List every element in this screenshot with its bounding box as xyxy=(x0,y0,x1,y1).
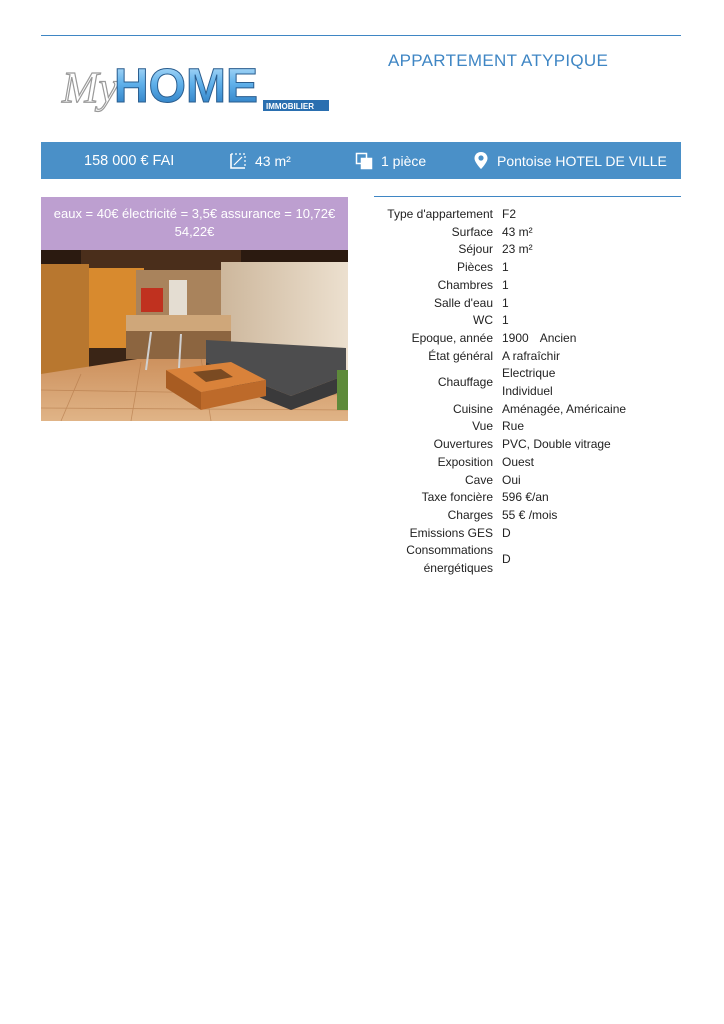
rooms-icon xyxy=(355,152,373,170)
spec-value xyxy=(502,277,626,295)
spec-label xyxy=(378,241,502,259)
spec-row xyxy=(378,277,626,295)
spec-value xyxy=(502,312,626,330)
spec-label xyxy=(378,525,502,543)
specs-divider xyxy=(374,196,681,197)
spec-value xyxy=(502,418,626,436)
spec-label xyxy=(378,401,502,419)
spec-row xyxy=(378,507,626,525)
spec-row xyxy=(378,489,626,507)
spec-value-text: Rue xyxy=(502,419,525,434)
spec-label xyxy=(378,348,502,366)
spec-label-text: Type d'appartement xyxy=(387,207,493,221)
spec-value-text: Oui xyxy=(502,472,521,487)
spec-value-text: 55 € /mois xyxy=(502,507,558,522)
spec-row xyxy=(378,525,626,543)
spec-value-text: 1 xyxy=(502,277,509,292)
spec-row xyxy=(378,454,626,472)
map-pin-icon xyxy=(473,151,489,170)
spec-value-text: 43 m² xyxy=(502,224,533,239)
spec-value-text: 1900 xyxy=(502,330,529,345)
spec-row xyxy=(378,472,626,490)
spec-label xyxy=(378,507,502,525)
spec-label xyxy=(378,365,502,400)
spec-value xyxy=(502,206,626,224)
apartment-photo xyxy=(41,250,348,421)
spec-label-text: Chambres xyxy=(437,277,493,292)
spec-label-text: Surface xyxy=(451,224,493,239)
spec-value-text-extra: Ancien xyxy=(539,330,577,345)
spec-value xyxy=(502,365,626,400)
spec-label-text-line2: énergétiques xyxy=(423,561,493,576)
spec-label xyxy=(378,330,502,348)
spec-label-text: Chauffage xyxy=(437,375,493,390)
logo-home-text: HOME xyxy=(114,60,258,113)
rooms-item xyxy=(355,142,426,179)
spec-value-text: D xyxy=(502,552,511,567)
spec-row xyxy=(378,206,626,224)
spec-value-text: F2 xyxy=(502,207,517,221)
spec-value-text: 23 m² xyxy=(502,242,533,257)
spec-value-text: 1 xyxy=(502,295,509,310)
spec-label xyxy=(378,277,502,295)
spec-value xyxy=(502,348,626,366)
spec-label-text: Taxe foncière xyxy=(421,490,493,505)
spec-row xyxy=(378,224,626,242)
charges-note: eaux = 40€ électricité = 3,5€ assurance = 10,72€ 54,22€ xyxy=(41,197,348,250)
surface-item xyxy=(229,142,291,179)
spec-label-text: Consommations xyxy=(406,543,493,558)
spec-row xyxy=(378,365,626,400)
logo-sub-text: IMMOBILIER xyxy=(266,102,314,111)
spec-label-text: Séjour xyxy=(458,242,493,257)
rooms-value: 1 pièce xyxy=(381,152,427,169)
spec-row xyxy=(378,259,626,277)
spec-label xyxy=(378,454,502,472)
spec-value-text: 1 xyxy=(502,313,509,328)
spec-label-text: Charges xyxy=(447,507,493,522)
listing-title: APPARTEMENT ATYPIQUE xyxy=(388,51,609,70)
spec-row xyxy=(378,418,626,436)
spec-label-text: État général xyxy=(428,348,493,363)
logo-my-text: My xyxy=(62,63,119,112)
spec-row xyxy=(378,436,626,454)
spec-value xyxy=(502,330,626,348)
spec-row xyxy=(378,295,626,313)
location-item xyxy=(473,142,667,179)
spec-row xyxy=(378,348,626,366)
spec-row xyxy=(378,241,626,259)
spec-value xyxy=(502,507,626,525)
specs-table xyxy=(378,206,626,578)
spec-value-text: 1 xyxy=(502,260,509,275)
spec-value-text: Electrique xyxy=(502,366,556,381)
spec-row xyxy=(378,542,626,577)
spec-row xyxy=(378,401,626,419)
spec-label xyxy=(378,542,502,577)
spec-label-text: Emissions GES xyxy=(409,525,493,540)
spec-label xyxy=(378,259,502,277)
location-value: Pontoise HOTEL DE VILLE xyxy=(497,152,667,169)
top-divider xyxy=(41,35,681,36)
spec-value-text: Aménagée, Américaine xyxy=(502,401,627,416)
spec-value-text: D xyxy=(502,525,511,540)
spec-label-text: Vue xyxy=(472,419,493,434)
spec-label xyxy=(378,312,502,330)
spec-value xyxy=(502,259,626,277)
surface-value: 43 m² xyxy=(255,152,291,169)
spec-value xyxy=(502,489,626,507)
spec-label xyxy=(378,224,502,242)
area-icon xyxy=(229,152,247,170)
spec-label-text: Epoque, année xyxy=(411,330,493,345)
spec-value xyxy=(502,472,626,490)
spec-value xyxy=(502,241,626,259)
spec-label xyxy=(378,472,502,490)
myhome-logo xyxy=(58,50,333,128)
spec-label xyxy=(378,418,502,436)
spec-value-text: A rafraîchir xyxy=(502,348,561,363)
spec-value xyxy=(502,542,626,577)
spec-value xyxy=(502,295,626,313)
info-bar xyxy=(41,142,681,179)
spec-label-text: Cuisine xyxy=(452,401,493,416)
spec-label xyxy=(378,295,502,313)
spec-label-text: Pièces xyxy=(456,260,493,275)
spec-label-text: Ouvertures xyxy=(433,437,493,452)
spec-value xyxy=(502,525,626,543)
spec-value xyxy=(502,436,626,454)
spec-value-text: Ouest xyxy=(502,454,535,469)
spec-label-text: Salle d'eau xyxy=(433,295,493,310)
spec-value-text: 596 €/an xyxy=(502,490,549,505)
spec-row xyxy=(378,312,626,330)
spec-value xyxy=(502,224,626,242)
spec-label xyxy=(378,436,502,454)
spec-label xyxy=(378,206,502,224)
spec-value xyxy=(502,401,626,419)
spec-row xyxy=(378,330,626,348)
spec-label-text: Cave xyxy=(464,472,493,487)
spec-value-text-line2: Individuel xyxy=(502,384,553,399)
spec-value-text: PVC, Double vitrage xyxy=(502,437,611,452)
price: 158 000 € FAI xyxy=(84,152,175,169)
spec-value xyxy=(502,454,626,472)
spec-label xyxy=(378,489,502,507)
spec-label-text: Exposition xyxy=(437,454,493,469)
spec-label-text: WC xyxy=(473,313,493,328)
